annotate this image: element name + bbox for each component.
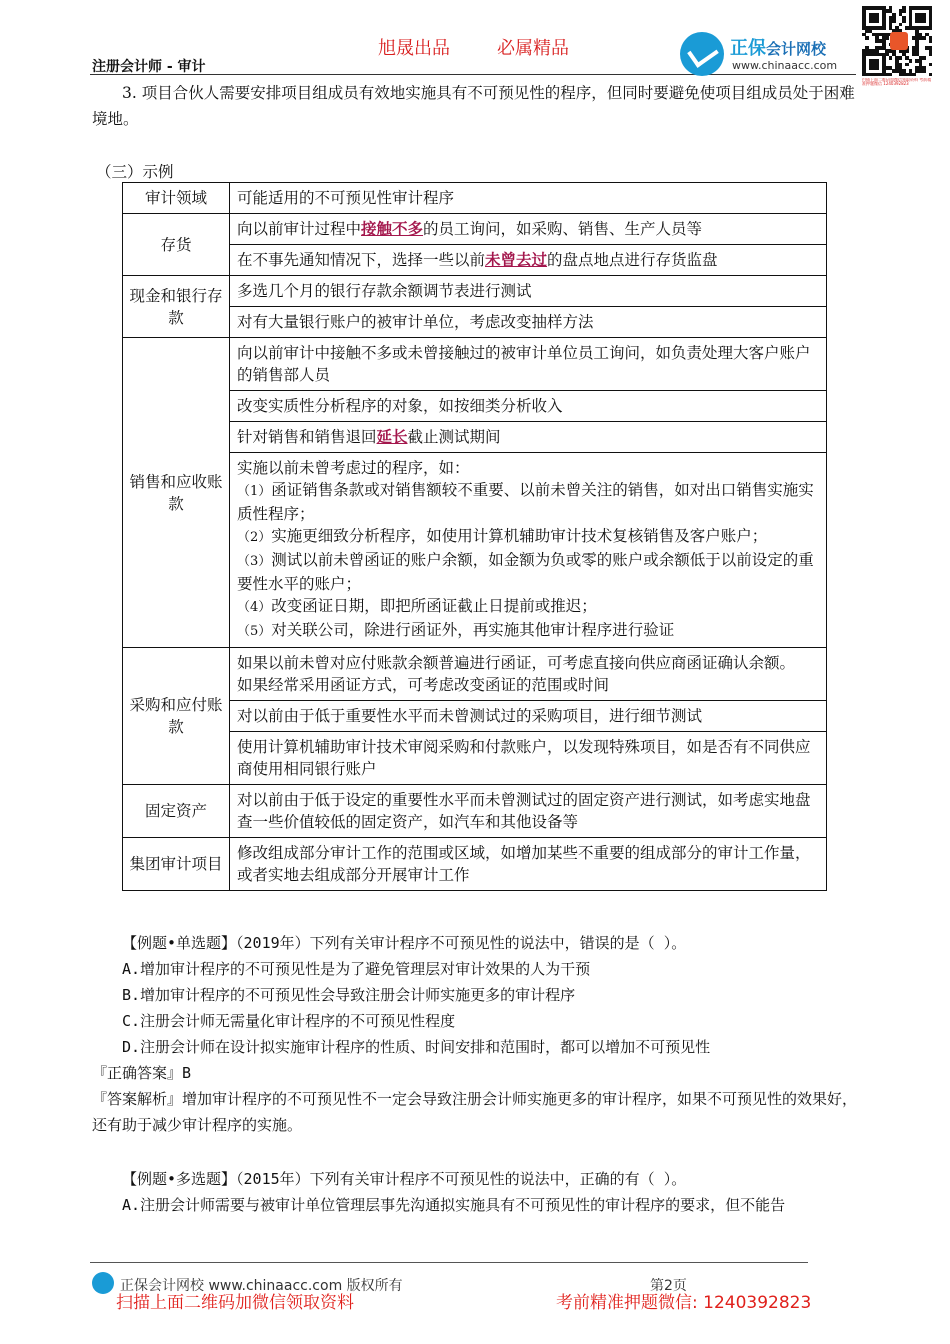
qr-badge-icon [890, 32, 908, 50]
procedure-cell [230, 245, 827, 276]
table-row [123, 648, 827, 701]
example-1-option-a: A.增加审计程序的不可预见性是为了避免管理层对审计效果的人为干预 [122, 960, 591, 978]
list-text: 函证销售条款或对销售额较不重要、以前未曾关注的销售，如对出口销售实施实质性程序； [237, 481, 814, 523]
highlight-text: 延长 [376, 427, 408, 446]
intro-item-3: 3. 项目合伙人需要安排项目组成员有效地实施具有不可预见性的程序，但同时要避免使项目组成员处于困难境地。 [92, 84, 855, 128]
table-header-row [123, 183, 827, 214]
example-1-option-d: D.注册会计师在设计拟实施审计程序的性质、时间安排和范围时，都可以增加不可预见性 [122, 1038, 711, 1056]
procedure-text: 的员工询问，如采购、销售、生产人员等 [423, 220, 703, 238]
procedure-cell [230, 422, 827, 453]
table-header-procedure: 可能适用的不可预见性审计程序 [230, 183, 827, 214]
footer-page-number: 第2页 [650, 1278, 687, 1294]
highlight-text: 接触不多 [361, 219, 424, 238]
logo-check-icon [680, 32, 724, 76]
list-item [237, 479, 819, 525]
example-1-option-b: B.增加审计程序的不可预见性会导致注册会计师实施更多的审计程序 [122, 986, 576, 1004]
header-slogan-2: 必属精品 [497, 38, 569, 59]
list-text: 对关联公司，除进行函证外，再实施其他审计程序进行验证 [271, 621, 675, 639]
example-2-title: 【例题•多选题】（2015年）下列有关审计程序不可预见性的说法中，正确的有（ ）。 [122, 1170, 687, 1188]
qr-caption: 扫描上面二维码加微信领取资料 考前精准押题微信 1240392823 [862, 78, 932, 86]
example-1-title: 【例题•单选题】（2019年）下列有关审计程序不可预见性的说法中，错误的是（ ）。 [122, 934, 687, 952]
area-inventory: 存货 [123, 214, 230, 276]
procedure-cell [230, 214, 827, 245]
table-row [123, 338, 827, 391]
procedure-text: 向以前审计过程中 [237, 220, 362, 238]
table-header-area: 审计领域 [123, 183, 230, 214]
procedure-text: 针对销售和销售退回 [237, 428, 377, 446]
procedure-cell: 修改组成部分审计工作的范围或区域，如增加某些不重要的组成部分的审计工作量，或者实地去组成部分开展审计工作 [230, 838, 827, 891]
example-1-option-c: C.注册会计师无需量化审计程序的不可预见性程度 [122, 1012, 456, 1030]
example-2-option-a: A.注册会计师需要与被审计单位管理层事先沟通拟实施具有不可预见性的审计程序的要求，但不能告 [122, 1196, 786, 1214]
list-item [237, 549, 819, 595]
list-text: 实施更细致分析程序，如使用计算机辅助审计技术复核销售及客户账户； [271, 527, 768, 545]
logo-url: www.chinaacc.com [732, 59, 838, 72]
procedure-cell: 改变实质性分析程序的对象，如按细类分析收入 [230, 391, 827, 422]
procedure-cell: 对以前由于低于重要性水平而未曾测试过的采购项目，进行细节测试 [230, 701, 827, 732]
course-title: 注册会计师 - 审计 [92, 59, 206, 75]
chinaacc-logo [680, 32, 855, 76]
list-number: （4） [237, 600, 272, 615]
list-number: （2） [237, 530, 272, 545]
logo-name: 会计网校 [766, 40, 827, 58]
highlight-text: 未曾去过 [485, 250, 548, 269]
area-sales: 销售和应收账款 [123, 338, 230, 648]
promo-scan-qr: 扫描上面二维码加微信领取资料 [116, 1293, 354, 1313]
list-text: 改变函证日期，即把所函证截止日提前或推迟； [271, 597, 597, 615]
list-number: （1） [237, 484, 272, 499]
logo-brand: 正保 [730, 38, 766, 59]
procedure-text: 的盘点地点进行存货监盘 [547, 251, 718, 269]
footer-copyright: 正保会计网校 www.chinaacc.com 版权所有 [120, 1278, 403, 1294]
list-number: （5） [237, 624, 272, 639]
procedure-cell: 对有大量银行账户的被审计单位，考虑改变抽样方法 [230, 307, 827, 338]
procedure-text: 如果经常采用函证方式，可考虑改变函证的范围或时间 [237, 676, 610, 694]
table-row [123, 214, 827, 245]
header-slogan-1: 旭晟出品 [378, 38, 450, 59]
list-item [237, 525, 819, 549]
area-group-audit: 集团审计项目 [123, 838, 230, 891]
section-title: （三）示例 [96, 163, 174, 181]
area-purchase: 采购和应付账款 [123, 648, 230, 785]
table-row [123, 838, 827, 891]
procedure-cell: 对以前由于低于设定的重要性水平而未曾测试过的固定资产进行测试，如考虑实地盘查一些价值较低的固定资产，如汽车和其他设备等 [230, 785, 827, 838]
procedure-text: 在不事先通知情况下，选择一些以前 [237, 251, 486, 269]
example-2 [92, 1166, 864, 1218]
list-number: （3） [237, 554, 272, 569]
procedure-text: 截止测试期间 [407, 428, 501, 446]
area-cash: 现金和银行存款 [123, 276, 230, 338]
procedure-cell: 向以前审计中接触不多或未曾接触过的被审计单位员工询问，如负责处理大客户账户的销售部人员 [230, 338, 827, 391]
list-item [237, 595, 819, 619]
procedure-cell: 使用计算机辅助审计技术审阅采购和付款账户，以发现特殊项目，如是否有不同供应商使用相同银行账户 [230, 732, 827, 785]
example-1-analysis: 『答案解析』增加审计程序的不可预见性不一定会导致注册会计师实施更多的审计程序，如果不可预见性的效果好，还有助于减少审计程序的实施。 [92, 1090, 858, 1134]
footer-logo-icon [92, 1272, 114, 1294]
table-row [123, 276, 827, 307]
unpredictable-procedures-table [122, 182, 827, 891]
footer-divider [90, 1262, 808, 1263]
list-text: 测试以前未曾函证的账户余额，如金额为负或零的账户或余额低于以前设定的重要性水平的账户； [237, 551, 814, 593]
procedure-text: 如果以前未曾对应付账款余额普遍进行函证，可考虑直接向供应商函证确认余额。 [237, 654, 796, 672]
example-1-answer: 『正确答案』B [92, 1064, 192, 1082]
example-1 [92, 930, 864, 1138]
promo-wechat: 考前精准押题微信: 1240392823 [556, 1293, 812, 1313]
procedure-text: 实施以前未曾考虑过的程序，如： [237, 459, 470, 477]
procedure-cell [230, 648, 827, 701]
procedure-cell: 多选几个月的银行存款余额调节表进行测试 [230, 276, 827, 307]
qr-code [862, 6, 932, 86]
list-item [237, 619, 819, 643]
procedure-cell [230, 453, 827, 648]
area-fixed-assets: 固定资产 [123, 785, 230, 838]
table-row [123, 785, 827, 838]
